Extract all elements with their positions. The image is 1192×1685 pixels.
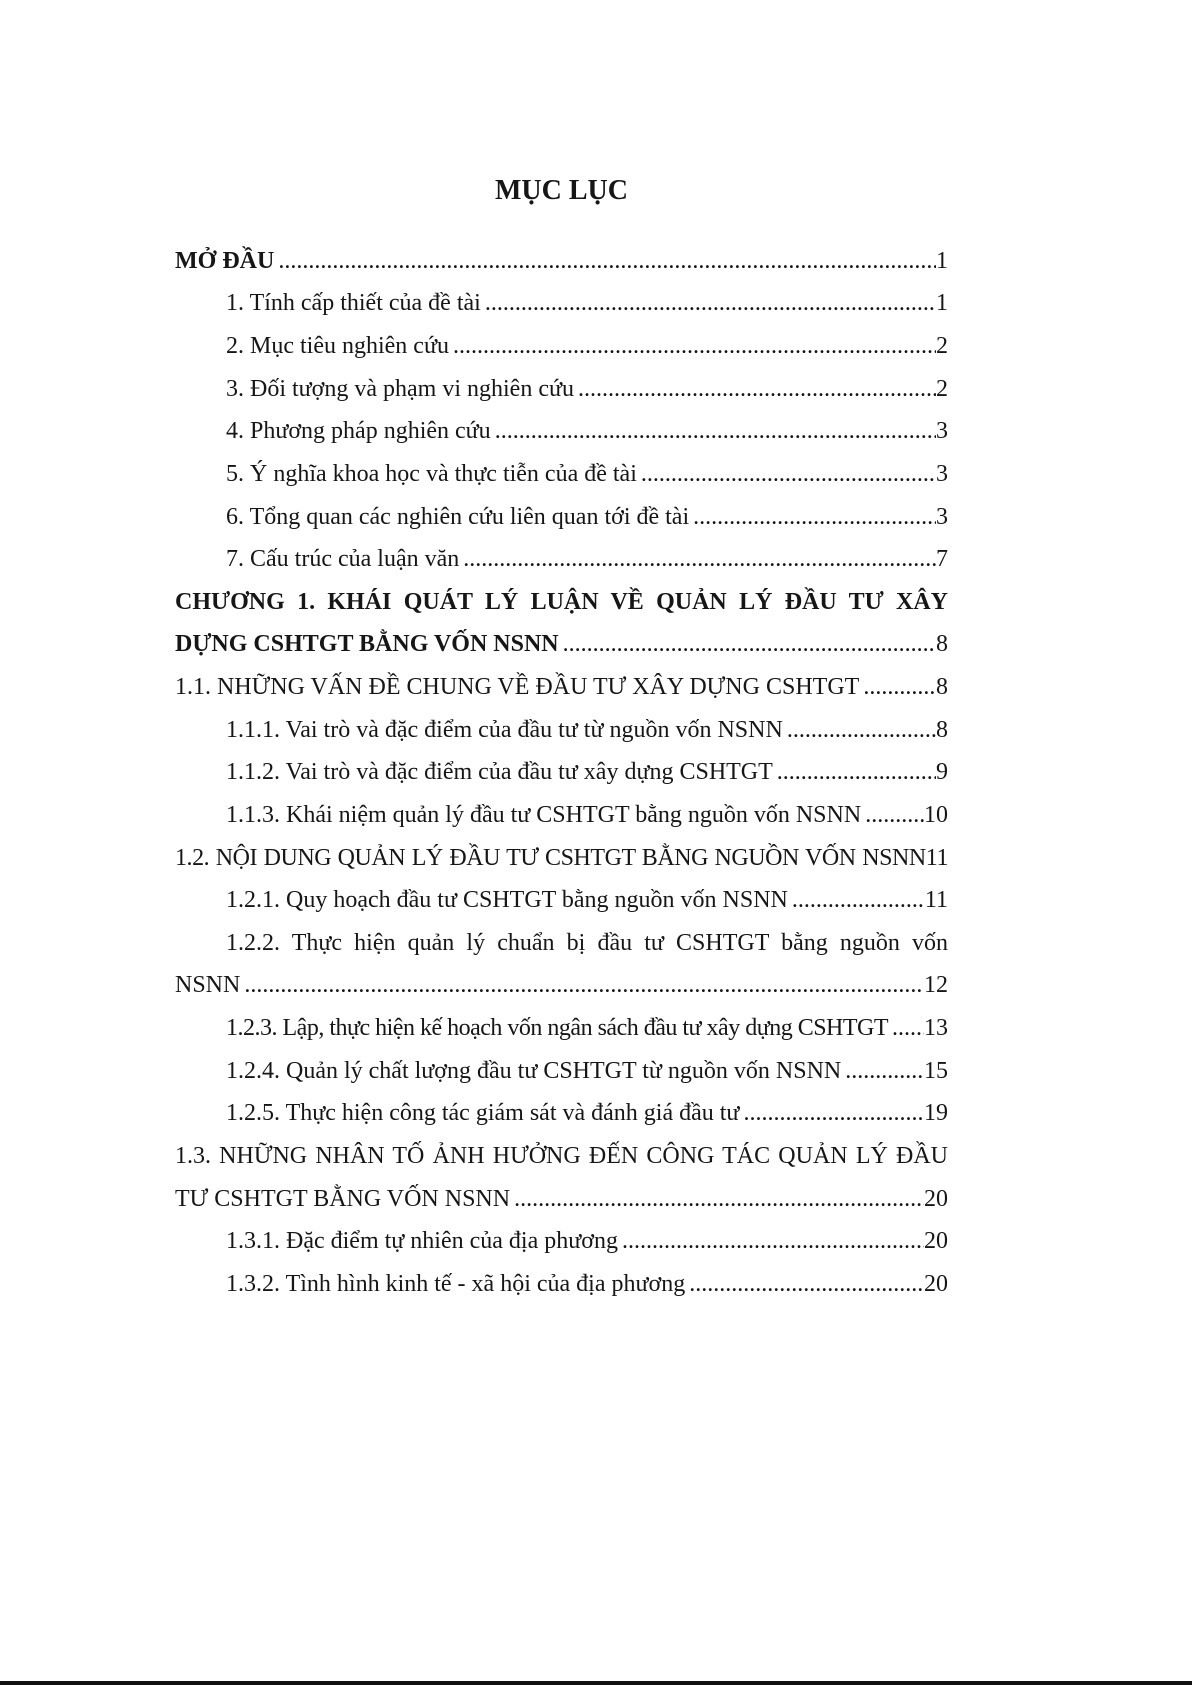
toc-entry <box>175 538 948 581</box>
toc-entry-page: 12 <box>924 972 948 999</box>
toc-entry-label: 1.3.1. Đặc điểm tự nhiên của địa phương <box>226 1228 618 1255</box>
toc-entry <box>175 1178 948 1221</box>
toc-entry-label: 1.2.1. Quy hoạch đầu tư CSHTGT bằng nguồn vốn NSNN <box>226 887 788 914</box>
toc-entry <box>175 1263 948 1306</box>
toc-entry-label: 1. Tính cấp thiết của đề tài <box>226 290 481 317</box>
toc-entry <box>175 240 948 283</box>
dot-leader <box>861 794 924 837</box>
toc-entry-label: 6. Tổng quan các nghiên cứu liên quan tới đề tài <box>226 503 690 530</box>
toc-entry <box>175 496 948 539</box>
table-of-contents <box>175 240 948 1306</box>
toc-entry-label: DỰNG CSHTGT BẰNG VỐN NSNN <box>175 631 559 658</box>
toc-entry <box>175 964 948 1007</box>
toc-entry <box>175 1220 948 1263</box>
toc-entry-page: 7 <box>936 546 948 573</box>
toc-entry <box>175 879 948 922</box>
toc-entry-page: 10 <box>924 801 948 828</box>
toc-entry-page: 3 <box>936 418 948 445</box>
toc-entry-page: 8 <box>936 716 948 743</box>
toc-entry <box>175 282 948 325</box>
toc-entry <box>175 666 948 709</box>
toc-entry-label: 1.3.2. Tình hình kinh tế - xã hội của địa phương <box>226 1270 686 1297</box>
dot-leader <box>888 1007 924 1050</box>
toc-entry-label: 2. Mục tiêu nghiên cứu <box>226 333 449 360</box>
toc-entry-page: 3 <box>936 503 948 530</box>
toc-entry <box>175 410 948 453</box>
toc-entry-line <box>175 1135 948 1178</box>
dot-leader <box>773 751 936 794</box>
toc-entry-line <box>175 581 948 624</box>
toc-entry-page: 20 <box>924 1228 948 1255</box>
toc-entry-page: 13 <box>924 1015 948 1042</box>
toc-entry-label: CHƯƠNG 1. KHÁI QUÁT LÝ LUẬN VỀ QUẢN LÝ ĐẦU TƯ XÂY <box>175 588 948 615</box>
toc-entry-page: 9 <box>936 759 948 786</box>
dot-leader <box>510 1178 924 1221</box>
toc-entry-page: 1 <box>936 290 948 317</box>
dot-leader <box>637 453 936 496</box>
dot-leader <box>274 240 936 283</box>
toc-entry-page: 8 <box>936 674 948 701</box>
dot-leader <box>449 325 936 368</box>
toc-entry-page: 2 <box>936 333 948 360</box>
toc-entry <box>175 453 948 496</box>
dot-leader <box>841 1050 924 1093</box>
scan-edge <box>0 1681 1192 1685</box>
dot-leader <box>788 879 925 922</box>
toc-entry <box>175 325 948 368</box>
dot-leader <box>240 964 924 1007</box>
dot-leader <box>559 623 936 666</box>
toc-entry <box>175 1092 948 1135</box>
toc-entry-label: 1.2.2. Thực hiện quản lý chuẩn bị đầu tư CSHTGT bằng nguồn vốn <box>226 929 948 956</box>
toc-entry-label: 1.2.5. Thực hiện công tác giám sát và đánh giá đầu tư <box>226 1100 740 1127</box>
dot-leader <box>618 1220 924 1263</box>
toc-entry <box>175 623 948 666</box>
toc-entry <box>175 1050 948 1093</box>
toc-entry-label: 1.2.4. Quản lý chất lượng đầu tư CSHTGT từ nguồn vốn NSNN <box>226 1057 842 1084</box>
toc-entry-page: 8 <box>936 631 948 658</box>
page-title: MỤC LỤC <box>495 175 628 206</box>
toc-entry-label: 1.3. NHỮNG NHÂN TỐ ẢNH HƯỞNG ĐẾN CÔNG TÁC QUẢN LÝ ĐẦU <box>175 1142 948 1169</box>
toc-entry-page: 3 <box>936 460 948 487</box>
toc-entry-page: 20 <box>924 1185 948 1212</box>
toc-entry-page: 15 <box>924 1057 948 1084</box>
toc-entry-line <box>175 922 948 965</box>
toc-entry-page: 20 <box>924 1270 948 1297</box>
toc-entry <box>175 1007 948 1050</box>
dot-leader <box>689 496 936 539</box>
dot-leader <box>739 1092 924 1135</box>
toc-entry <box>175 837 948 880</box>
dot-leader <box>685 1263 924 1306</box>
dot-leader <box>859 666 936 709</box>
dot-leader <box>459 538 936 581</box>
toc-entry <box>175 751 948 794</box>
toc-entry-label: TƯ CSHTGT BẰNG VỐN NSNN <box>175 1185 511 1212</box>
toc-entry-label: 3. Đối tượng và phạm vi nghiên cứu <box>226 375 574 402</box>
toc-entry-page: 11 <box>925 844 948 871</box>
toc-entry-label: 1.1. NHỮNG VẤN ĐỀ CHUNG VỀ ĐẦU TƯ XÂY DỰNG CSHTGT <box>175 674 860 701</box>
dot-leader <box>783 709 936 752</box>
toc-entry-label: NSNN <box>175 972 241 999</box>
toc-entry <box>175 368 948 411</box>
toc-entry-label: 7. Cấu trúc của luận văn <box>226 546 460 573</box>
toc-entry-label: 1.2.3. Lập, thực hiện kế hoạch vốn ngân sách đầu tư xây dựng CSHTGT <box>226 1015 889 1042</box>
toc-entry-label: 5. Ý nghĩa khoa học và thực tiễn của đề tài <box>226 460 637 487</box>
dot-leader <box>574 368 936 411</box>
dot-leader <box>491 410 936 453</box>
dot-leader <box>481 282 936 325</box>
toc-entry-label: 1.1.3. Khái niệm quản lý đầu tư CSHTGT bằng nguồn vốn NSNN <box>226 801 862 828</box>
toc-entry-label: MỞ ĐẦU <box>175 247 275 274</box>
toc-entry-page: 2 <box>936 375 948 402</box>
toc-entry-page: 19 <box>924 1100 948 1127</box>
toc-entry <box>175 709 948 752</box>
toc-entry-label: 1.1.1. Vai trò và đặc điểm của đầu tư từ nguồn vốn NSNN <box>226 716 783 743</box>
toc-entry-label: 4. Phương pháp nghiên cứu <box>226 418 491 445</box>
toc-entry-page: 1 <box>936 247 948 274</box>
toc-entry-page: 11 <box>924 887 948 914</box>
toc-entry-label: 1.1.2. Vai trò và đặc điểm của đầu tư xây dựng CSHTGT <box>226 759 773 786</box>
toc-entry <box>175 794 948 837</box>
toc-entry-label: 1.2. NỘI DUNG QUẢN LÝ ĐẦU TƯ CSHTGT BẰNG NGUỒN VỐN NSNN <box>175 844 926 871</box>
